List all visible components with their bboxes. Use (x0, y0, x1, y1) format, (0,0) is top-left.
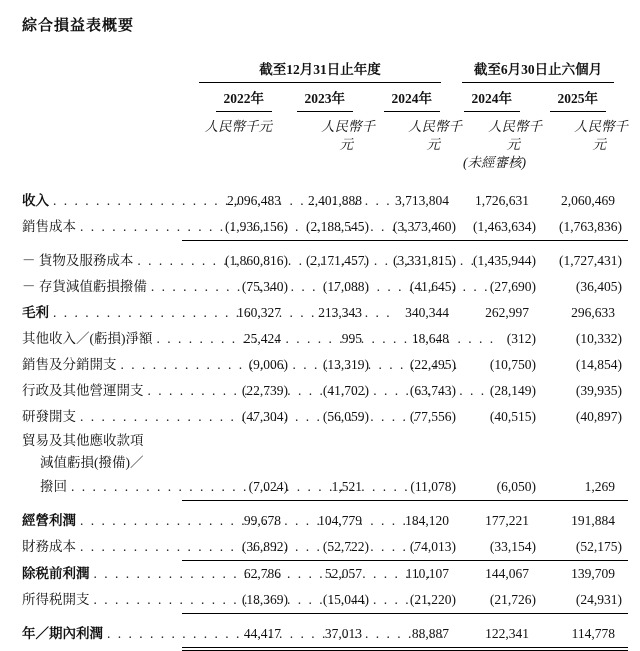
table-row (22, 352, 628, 378)
value-cell: (56,059) (322, 409, 369, 424)
table-row (22, 404, 628, 430)
table-row (22, 378, 628, 404)
value-cell: 340,344 (405, 305, 449, 320)
unit-header (375, 118, 462, 154)
value-cell: 139,709 (571, 566, 615, 581)
table-row (22, 508, 628, 534)
value-cell: (2,188,545) (294, 214, 375, 241)
unit-header (294, 118, 375, 154)
value-cell: (17,088) (322, 279, 369, 294)
value-cell: (1,727,431) (559, 253, 622, 268)
value-cell: (18,369) (182, 587, 294, 614)
value-cell: (1,936,156) (182, 214, 294, 241)
row-label: 經營利潤 (22, 513, 76, 528)
year-header (542, 90, 628, 112)
table-row (22, 474, 628, 501)
table-row (22, 430, 628, 452)
value-cell: 44,417 (182, 621, 294, 648)
value-cell: (1,860,816) (225, 253, 288, 268)
value-cell: (3,373,460) (375, 214, 462, 241)
value-cell: 184,120 (405, 513, 449, 528)
value-cell: (10,750) (489, 357, 536, 372)
column-group-annual (182, 61, 462, 83)
value-cell: 122,341 (462, 621, 542, 648)
value-cell: 37,013 (294, 621, 375, 648)
table-row (22, 452, 628, 474)
value-cell: (2,171,457) (306, 253, 369, 268)
value-cell: (22,739) (241, 383, 288, 398)
row-label-cell (22, 621, 182, 647)
value-cell: (40,897) (575, 409, 622, 424)
table-row (22, 214, 628, 241)
table-row (22, 248, 628, 274)
value-cell: (52,175) (542, 534, 628, 561)
value-cell: (3,331,815) (393, 253, 456, 268)
income-statement-table (22, 61, 628, 648)
year-header (182, 90, 294, 112)
row-label: 毛利 (22, 305, 49, 320)
value-cell: (312) (506, 331, 536, 346)
value-cell: (1,435,944) (473, 253, 536, 268)
note-header (462, 154, 542, 172)
row-label: － 存貨減值虧損撥備 (22, 279, 147, 294)
note-header (294, 154, 375, 172)
row-label: 減值虧損(撥備)／ (40, 455, 144, 470)
value-cell: (24,931) (542, 587, 628, 614)
year-header (375, 90, 462, 112)
value-cell: 191,884 (571, 513, 615, 528)
column-group-interim-label: 截至6月30日止六個月 (462, 61, 614, 83)
value-cell: 213,343 (318, 305, 362, 320)
row-label-cell (22, 300, 182, 326)
value-cell: 104,779 (318, 513, 362, 528)
value-cell: (75,340) (241, 279, 288, 294)
unit-label: 人民幣千元 (488, 119, 542, 152)
value-cell: (52,722) (294, 534, 375, 561)
column-group-annual-label: 截至12月31日止年度 (199, 61, 441, 83)
value-cell: 52,057 (324, 566, 362, 581)
year-header-label: 2023年 (297, 90, 354, 112)
value-cell: 2,060,469 (561, 193, 615, 208)
row-label: 所得税開支 (22, 592, 90, 607)
value-cell: (40,515) (489, 409, 536, 424)
value-cell: (77,556) (409, 409, 456, 424)
row-label-cell (22, 534, 182, 560)
value-cell: 177,221 (485, 513, 529, 528)
row-label: 貿易及其他應收款項 (22, 433, 144, 448)
unit-header-row (22, 118, 628, 154)
row-label-cell (22, 248, 182, 274)
value-cell: (39,935) (575, 383, 622, 398)
row-label-cell (22, 508, 182, 534)
row-label: 銷售及分銷開支 (22, 357, 117, 372)
row-label-cell (22, 274, 182, 300)
value-cell: (21,220) (375, 587, 462, 614)
value-cell: (74,013) (375, 534, 462, 561)
value-cell: 160,327 (237, 305, 281, 320)
value-cell: 1,269 (542, 474, 628, 501)
value-cell: 1,726,631 (475, 193, 529, 208)
row-label: － 貨物及服務成本 (22, 253, 134, 268)
row-label: 除税前利潤 (22, 566, 90, 581)
value-cell: (13,319) (322, 357, 369, 372)
year-header (294, 90, 375, 112)
unit-label: 人民幣千元 (321, 119, 375, 152)
value-cell: 2,401,888 (308, 193, 362, 208)
value-cell: 2,096,483 (227, 193, 281, 208)
row-label-cell (22, 352, 182, 378)
table-row (22, 621, 628, 648)
value-cell: 995 (341, 331, 362, 346)
row-label: 其他收入／(虧損)淨額 (22, 331, 153, 346)
year-header-label: 2024年 (384, 90, 441, 112)
page-title: 綜合損益表概要 (22, 18, 135, 34)
value-cell: 88,887 (375, 621, 462, 648)
unit-header (542, 118, 628, 154)
value-cell: (41,645) (409, 279, 456, 294)
year-header-label: 2024年 (464, 90, 521, 112)
row-label-cell (22, 561, 182, 587)
row-label-cell (22, 214, 182, 240)
row-label-cell (22, 404, 182, 430)
value-cell: 144,067 (485, 566, 529, 581)
year-header-row (22, 90, 628, 112)
value-cell: (6,050) (462, 474, 542, 501)
row-label: 收入 (22, 193, 49, 208)
unit-label: 人民幣千元 (574, 119, 628, 152)
note-header (375, 154, 462, 172)
unit-header (462, 118, 542, 154)
value-cell: (1,463,634) (462, 214, 542, 241)
unit-label: 人民幣千元 (204, 119, 272, 134)
table-row (22, 300, 628, 326)
value-cell: 3,713,804 (395, 193, 449, 208)
row-label-cell (22, 378, 182, 404)
unit-header (182, 118, 294, 136)
value-cell: (1,763,836) (542, 214, 628, 241)
row-label: 研發開支 (22, 409, 76, 424)
row-label: 銷售成本 (22, 219, 76, 234)
table-row (22, 274, 628, 300)
note-header (182, 154, 294, 172)
value-cell: (15,044) (294, 587, 375, 614)
value-cell: (36,405) (575, 279, 622, 294)
row-label: 財務成本 (22, 539, 76, 554)
row-label-cell (22, 188, 182, 214)
note-header (542, 154, 628, 172)
value-cell: 25,424 (243, 331, 281, 346)
value-cell: 114,778 (542, 621, 628, 648)
value-cell: 18,648 (411, 331, 449, 346)
row-label-cell (22, 430, 182, 452)
value-cell: (27,690) (489, 279, 536, 294)
row-label-cell (22, 474, 182, 500)
note-label: (未經審核) (463, 155, 526, 170)
table-row (22, 188, 628, 214)
note-header-row (22, 154, 628, 172)
value-cell: (7,024) (182, 474, 294, 501)
value-cell: (9,006) (248, 357, 288, 372)
value-cell: 296,633 (571, 305, 615, 320)
value-cell: (22,495) (409, 357, 456, 372)
row-label-cell (22, 587, 182, 613)
value-cell: 110,107 (405, 566, 449, 581)
value-cell: (11,078) (375, 474, 462, 501)
value-cell: (21,726) (462, 587, 542, 614)
year-header (462, 90, 542, 112)
column-group-interim (462, 61, 628, 83)
unit-label: 人民幣千元 (408, 119, 462, 152)
row-label: 撥回 (40, 479, 67, 494)
row-label: 行政及其他營運開支 (22, 383, 144, 398)
value-cell: (36,892) (182, 534, 294, 561)
value-cell: (63,743) (409, 383, 456, 398)
value-cell: 62,786 (243, 566, 281, 581)
year-header-label: 2022年 (216, 90, 273, 112)
value-cell: 99,678 (243, 513, 281, 528)
column-group-row (22, 61, 628, 83)
value-cell: (28,149) (489, 383, 536, 398)
value-cell: 262,997 (485, 305, 529, 320)
table-row (22, 587, 628, 614)
value-cell: 1,521 (294, 474, 375, 501)
value-cell: (33,154) (462, 534, 542, 561)
row-label: 年／期內利潤 (22, 626, 103, 641)
row-label-cell (22, 326, 182, 352)
table-body (22, 188, 628, 648)
table-row (22, 326, 628, 352)
value-cell: (41,702) (322, 383, 369, 398)
table-row (22, 534, 628, 561)
value-cell: (47,304) (241, 409, 288, 424)
year-header-label: 2025年 (550, 90, 607, 112)
value-cell: (14,854) (575, 357, 622, 372)
value-cell: (10,332) (575, 331, 622, 346)
table-row (22, 561, 628, 587)
row-label-cell (22, 452, 182, 474)
